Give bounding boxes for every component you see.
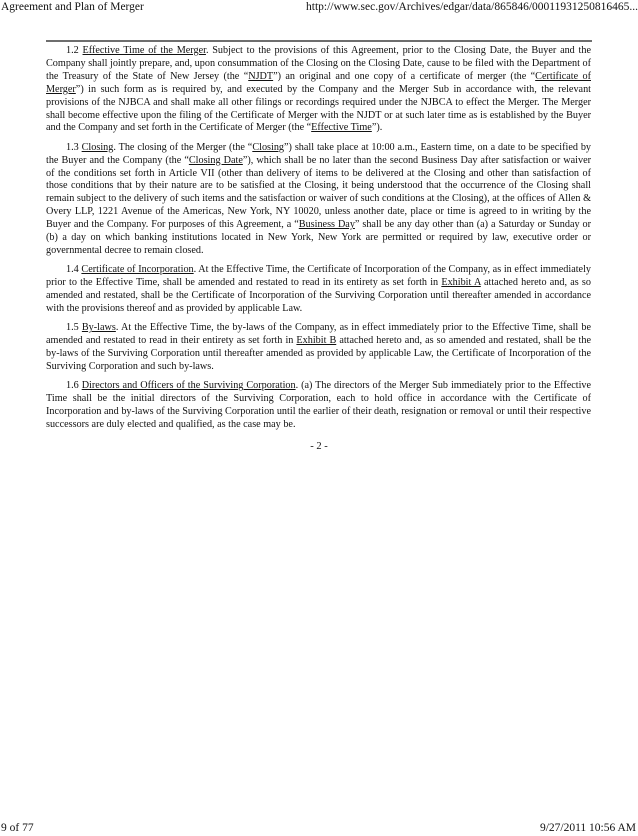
section-text: . The closing of the Merger (the “ xyxy=(113,141,253,153)
section-1-2 xyxy=(46,45,591,135)
section-text: ” shall be any day other than (a) a Saturday or Sunday or (b) a day on which banking institutions located in New York, New York are permitted or required by law, executive order or governmental decree to remain closed. xyxy=(46,219,591,256)
section-text: . At the Effective Time, the Certificate of Incorporation of the Company, as in effect immediately prior to the Effective Time, shall be amended and restated to read in its entirety as set forth in xyxy=(46,264,592,289)
defined-term: Closing xyxy=(252,141,285,153)
defined-term: Effective Time xyxy=(311,122,372,134)
section-heading: Effective Time of the Merger xyxy=(82,45,206,56)
section-text: ”) in such form as is required by, and executed by the Company and the Merger Sub in accordance with, the relevant provisions of the NJBCA and shall make all other filings or recordings required under the NJBCA to effect the Merger. The Merger shall become effective upon the filing of the Certificate of Merger with the NJDT or at such later time as is established by the Buyer and the Company and set forth in the Certificate of Merger (the “ xyxy=(46,83,591,134)
section-text: . At the Effective Time, the by-laws of the Company, as in effect immediately prior to the Effective Time, shall be amended and restated to read in their entirety as set forth in xyxy=(46,322,591,347)
defined-term: NJDT xyxy=(248,70,274,82)
section-text: ”), which shall be no later than the second Business Day after satisfaction or waiver of the conditions set forth in Article VII (other than delivery of items to be delivered at the Closing and other than satisfaction of those conditions that by their nature are to be satisfied at the Closing, it being understood that the occurrence of the Closing shall remain subject to the delivery of such items and the satisfaction or waiver of such conditions at the Closing), at the offices of Allen & Overy LLP, 1221 Avenue of the Americas, New York, NY 10020, unless another date, place or time is agreed to in writing by the Buyer and the Company. For purposes of this Agreement, a “ xyxy=(46,154,591,231)
defined-term: Closing Date xyxy=(188,154,243,166)
defined-term: Business Day xyxy=(298,219,355,231)
print-footer xyxy=(0,821,638,836)
print-timestamp: 9/27/2011 10:56 AM xyxy=(539,822,636,834)
exhibit-reference: Exhibit B xyxy=(296,335,337,347)
section-text: . Subject to the provisions of this Agreement, prior to the Closing Date, the Buyer and the Company shall jointly prepare, and, upon consummation of the Closing on the Closing Date, cause to be filed with the Department of the Treasury of the State of New Jersey (the “ xyxy=(46,45,592,82)
section-heading: Certificate of Incorporation xyxy=(81,264,194,276)
section-1-4 xyxy=(46,264,591,316)
document-body xyxy=(46,45,591,438)
section-number: 1.4 xyxy=(66,264,79,276)
exhibit-reference: Exhibit A xyxy=(441,277,481,289)
document-title: Agreement and Plan of Merger xyxy=(1,1,144,13)
section-1-5 xyxy=(46,322,591,374)
section-text: attached hereto and, as so amended and restated, shall be the by-laws of the Surviving Corporation until thereafter amended as provided by applicable Law, the Certificate of Incorporation of the Surviving Corporation and such by-laws. xyxy=(46,335,591,373)
section-heading: By-laws xyxy=(81,322,116,334)
section-number: 1.6 xyxy=(66,380,79,392)
section-text: ”) shall take place at 10:00 a.m., Eastern time, on a date to be specified by the Buyer and the Company (the “ xyxy=(46,141,592,166)
page-count: 9 of 77 xyxy=(1,822,34,834)
page-number: - 2 - xyxy=(310,441,328,452)
section-heading: Directors and Officers of the Surviving Corporation xyxy=(81,380,296,392)
section-heading: Closing xyxy=(81,141,114,153)
section-text: ”) an original and one copy of a certificate of merger (the “ xyxy=(273,70,536,82)
section-number: 1.2 xyxy=(66,45,79,56)
section-text: . (a) The directors of the Merger Sub immediately prior to the Effective Time shall be the initial directors of the Surviving Corporation, each to hold office in accordance with the Certificate of Incorporation and by-laws of the Surviving Corporation until the earlier of their death, resignation or removal or until their respective successors are duly elected and qualified, as the case may be. xyxy=(46,380,592,431)
section-1-3 xyxy=(46,142,591,258)
defined-term: Certificate of Merger xyxy=(46,70,591,95)
section-text: attached hereto and, as so amended and restated, shall be the Certificate of Incorporation of the Surviving Corporation until thereafter amended in accordance with the provisions thereof and as provided by applicable Law. xyxy=(46,277,591,314)
section-number: 1.5 xyxy=(66,322,79,334)
section-text: ”). xyxy=(371,122,383,134)
section-1-6 xyxy=(46,380,591,432)
source-url: http://www.sec.gov/Archives/edgar/data/865846/00011931250816465... xyxy=(306,1,638,13)
header-divider xyxy=(46,40,592,42)
print-header xyxy=(0,0,638,16)
section-number: 1.3 xyxy=(66,141,79,153)
